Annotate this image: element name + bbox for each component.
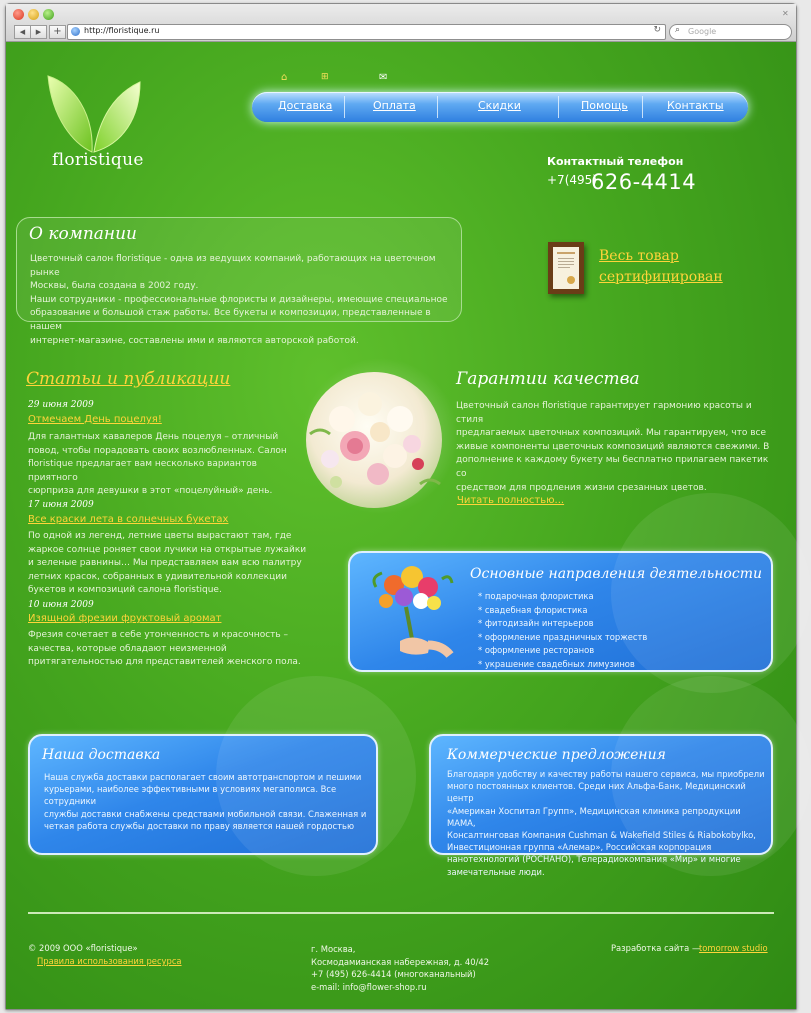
article-date: 10 июня 2009	[28, 600, 94, 610]
sitemap-icon[interactable]: ⊞	[321, 72, 329, 82]
delivery-line: Наша служба доставки располагает своим автотранспортом и пешими	[44, 772, 362, 782]
article-line: сюрприза для девушки в этот «поцелуйный» день.	[28, 486, 273, 497]
commercial-line: замечательные люди.	[447, 866, 545, 877]
certificate-image[interactable]	[548, 242, 584, 294]
article-text	[28, 530, 308, 598]
add-bookmark-button[interactable]: +	[49, 25, 66, 39]
list-item: * подарочная флористика	[478, 591, 594, 601]
article-line: Фрезия сочетает в себе утонченность и красочность –	[28, 630, 289, 640]
menu-divider	[558, 96, 559, 118]
search-field[interactable]	[669, 24, 792, 40]
menu-item-delivery[interactable]: Доставка	[278, 99, 333, 112]
guarantee-line: Цветочный салон floristique гарантирует гармонию красоты и стиля	[456, 401, 752, 425]
list-item: * фитодизайн интерьеров	[478, 618, 594, 628]
footer-address	[311, 943, 489, 993]
delivery-title: Наша доставка	[42, 747, 161, 763]
article-line: букетов и композиций салона floristique.	[28, 585, 222, 596]
delivery-line: четкая работа службы доставки по праву является нашей гордостью	[44, 820, 355, 831]
article-line: притягательностью для представителей женского пола.	[28, 657, 301, 668]
menu-item-discounts[interactable]: Скидки	[478, 99, 521, 112]
bouquet-image	[300, 364, 460, 514]
toolbar-toggle-icon[interactable]: ✕	[782, 9, 789, 18]
certificate-link-line: сертифицирован	[599, 269, 723, 285]
article-text	[28, 629, 308, 670]
about-line: интернет-магазине, составлены ими и являются авторской работой.	[30, 335, 359, 346]
home-icon[interactable]: ⌂	[281, 72, 288, 83]
browser-toolbar	[6, 4, 796, 42]
guarantee-line: предлагаемых цветочных композиций. Мы гарантируем, что все	[456, 428, 766, 439]
articles-title[interactable]: Статьи и публикации	[26, 369, 231, 389]
about-line: образование и большой стаж работы. Все букеты и композиции, представленные в нашем	[30, 308, 431, 332]
commercial-line: Благодаря удобству и качеству работы нашего сервиса, мы приобрели	[447, 769, 765, 779]
footer-address-line: Космодамианская набережная, д. 40/42	[311, 956, 490, 967]
browser-window	[5, 3, 797, 1010]
address-text: http://floristique.ru	[84, 26, 160, 35]
read-more-link[interactable]: Читать полностью...	[457, 495, 565, 506]
certificate-link-line: Весь товар	[599, 248, 679, 264]
directions-box	[348, 551, 773, 672]
globe-icon	[71, 27, 80, 36]
article-text	[28, 431, 308, 499]
article-line: Для галантных кавалеров День поцелуя – отличный	[28, 432, 279, 442]
article-line: floristique предлагает вам несколько вариантов приятного	[28, 459, 257, 483]
commercial-line: Инвестиционная группа «Алемар», Российская корпорация	[447, 842, 712, 853]
commercial-line: Консалтинговая Компания Cushman & Wakefield Stiles & Riabokobylko,	[447, 830, 756, 841]
guarantee-title: Гарантии качества	[456, 369, 640, 389]
web-page	[6, 42, 796, 1009]
phone-code: +7(495)	[547, 173, 597, 187]
list-item: * оформление ресторанов	[478, 645, 595, 655]
footer-address-line: +7 (495) 626-4414 (многоканальный)	[311, 969, 476, 980]
guarantee-line: средством для продления жизни срезанных цветов.	[456, 482, 707, 493]
footer-terms-link[interactable]: Правила использования ресурса	[37, 956, 182, 966]
certificate-link[interactable]	[599, 246, 723, 288]
footer-address-line: e-mail: info@flower-shop.ru	[311, 981, 427, 992]
article-date: 17 июня 2009	[28, 500, 94, 510]
menu-divider	[642, 96, 643, 118]
guarantee-line: дополнение к каждому букету мы бесплатно прилагаем пакетик со	[456, 455, 769, 479]
contact-phone-label: Контактный телефон	[547, 155, 684, 168]
close-window-button[interactable]	[13, 9, 24, 20]
directions-title: Основные направления деятельности	[470, 566, 762, 582]
menu-item-help[interactable]: Помощь	[581, 99, 628, 112]
commercial-text	[447, 768, 767, 878]
about-title: О компании	[29, 224, 138, 244]
article-line: и зеленые равнины… Мы представляем вам всю палитру	[28, 558, 302, 569]
about-line: Цветочный салон floristique - одна из ведущих компаний, работающих на цветочном рынке	[30, 254, 436, 278]
reload-icon[interactable]: ↻	[653, 25, 661, 35]
delivery-box	[28, 734, 378, 855]
main-menu	[252, 92, 748, 122]
minimize-window-button[interactable]	[28, 9, 39, 20]
about-line: Наши сотрудники - профессиональные флористы и дизайнеры, имеющие специальное	[30, 294, 448, 305]
logo-text[interactable]: floristique	[52, 150, 144, 170]
logo-leaves-icon[interactable]	[44, 74, 144, 154]
guarantee-text	[456, 400, 774, 495]
menu-item-contacts[interactable]: Контакты	[667, 99, 724, 112]
menu-divider	[344, 96, 345, 118]
footer-dev-link[interactable]: tomorrow studio	[699, 943, 768, 953]
forward-arrow-icon[interactable]: ▶	[30, 25, 47, 39]
article-date: 29 июня 2009	[28, 400, 94, 410]
menu-item-payment[interactable]: Оплата	[373, 99, 416, 112]
address-bar[interactable]	[67, 24, 666, 40]
about-line: Москвы, была создана в 2002 году.	[30, 281, 199, 292]
footer-address-line: г. Москва,	[311, 944, 356, 954]
list-item: * свадебная флористика	[478, 604, 588, 615]
commercial-title: Коммерческие предложения	[447, 747, 666, 763]
delivery-line: службы доставки снабжены средствами мобильной связи. Слаженная и	[44, 808, 367, 819]
hand-bouquet-image	[366, 557, 456, 663]
commercial-box	[429, 734, 773, 877]
article-link[interactable]: Все краски лета в солнечных букетах	[28, 514, 229, 525]
article-line: жаркое солнце роняет свои лучики на открытые лужайки	[28, 544, 307, 555]
footer-copyright: © 2009 ООО «floristique»	[28, 943, 138, 953]
zoom-window-button[interactable]	[43, 9, 54, 20]
menu-divider	[437, 96, 438, 118]
about-text	[30, 253, 455, 348]
article-link[interactable]: Отмечаем День поцелуя!	[28, 414, 162, 425]
mail-icon[interactable]: ✉	[379, 72, 388, 83]
search-placeholder: Google	[688, 27, 717, 36]
footer-dev-label: Разработка сайта —	[611, 943, 701, 953]
article-link[interactable]: Изящной фрезии фруктовый аромат	[28, 613, 222, 624]
article-line: летних красок, собранных в удивительной коллекции	[28, 571, 287, 582]
article-line: качества, которые обладают неизменной	[28, 643, 227, 654]
delivery-line: курьерами, наиболее эффективными в условиях мегаполиса. Все сотрудники	[44, 784, 337, 807]
guarantee-line: живые компоненты цветочных композиций являются свежими. В	[456, 441, 770, 452]
about-section	[16, 217, 462, 346]
list-item: * украшение свадебных лимузинов	[478, 658, 635, 669]
search-icon: ⌕	[675, 25, 681, 35]
article-line: повод, чтобы порадовать своих возлюбленных. Салон	[28, 445, 287, 456]
commercial-line: «Американ Хоспитал Групп», Медицинская клиника репродукции МАМА,	[447, 805, 741, 828]
back-arrow-icon[interactable]: ◀	[14, 25, 31, 39]
list-item: * оформление праздничных торжеств	[478, 631, 648, 642]
article-line: По одной из легенд, летние цветы вырастают там, где	[28, 531, 292, 541]
phone-number: 626-4414	[591, 170, 697, 194]
commercial-line: нанотехнологий (РОСНАНО), Телерадиокомпания «Мир» и многие	[447, 854, 741, 865]
directions-list	[478, 590, 647, 671]
commercial-line: много постоянных клиентов. Среди них Альфа-Банк, Медицинский центр	[447, 781, 746, 804]
delivery-text	[44, 771, 370, 832]
footer-divider	[28, 912, 774, 914]
